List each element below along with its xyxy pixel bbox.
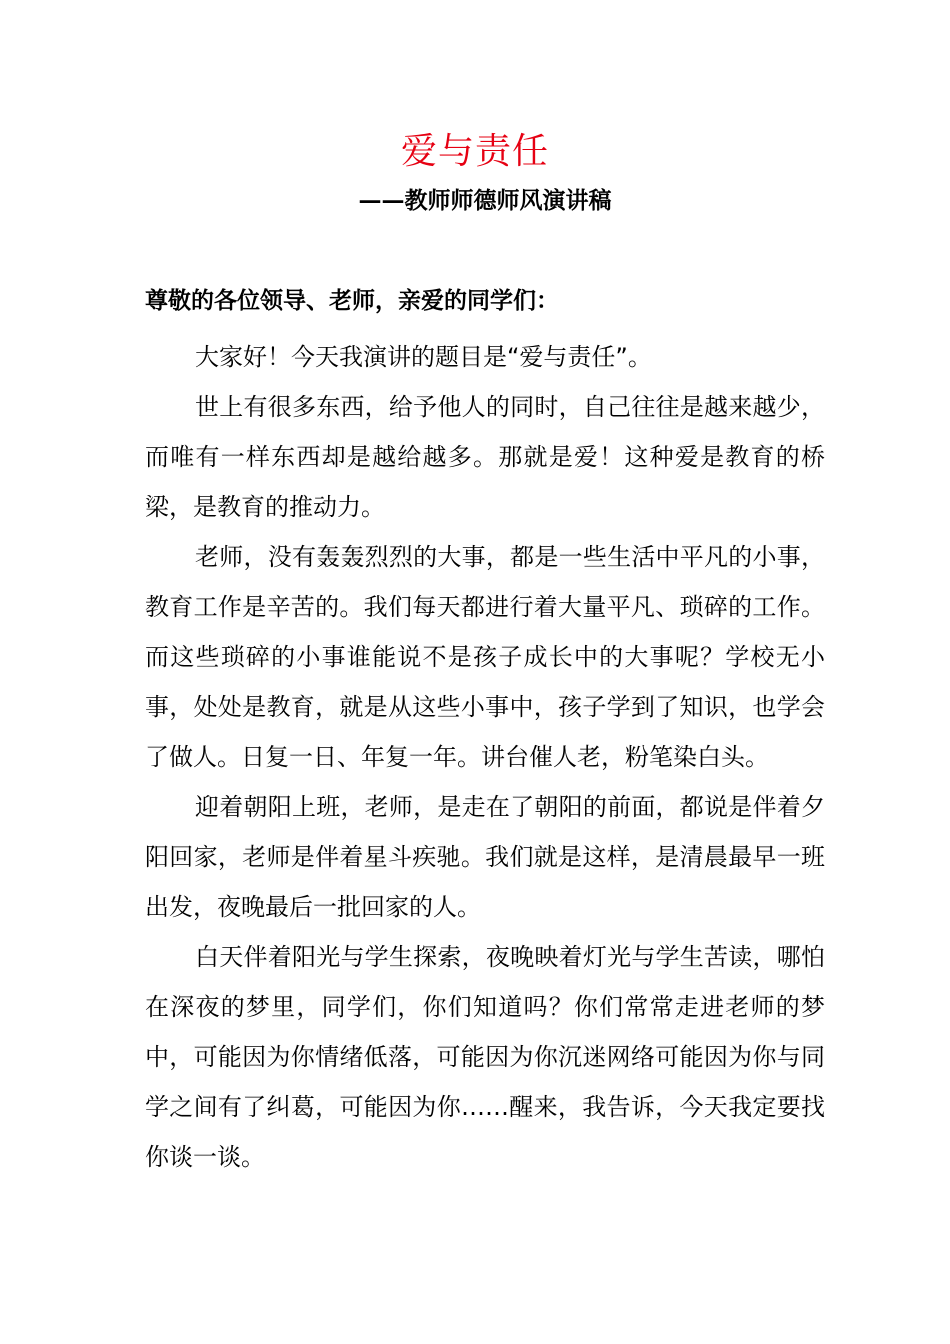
salutation: 尊敬的各位领导、老师，亲爱的同学们： [145, 288, 559, 314]
paragraph: 白天伴着阳光与学生探索，夜晚映着灯光与学生苦读，哪怕在深夜的梦里，同学们，你们知道吗？你们常常走进老师的梦中，可能因为你情绪低落，可能因为你沉迷网络可能因为你与同学之间有了纠葛，可能因为你……醒来，我告诉，今天我定要找你谈一谈。 [145, 943, 825, 1171]
speech-body [145, 332, 825, 1182]
page-title: 爱与责任 [400, 131, 549, 172]
page-subtitle: ——教师师德师风演讲稿 [358, 187, 612, 214]
paragraph: 迎着朝阳上班，老师，是走在了朝阳的前面，都说是伴着夕阳回家，老师是伴着星斗疾驰。我们就是这样，是清晨最早一班出发，夜晚最后一批回家的人。 [145, 793, 825, 921]
paragraph: 老师，没有轰轰烈烈的大事，都是一些生活中平凡的小事，教育工作是辛苦的。我们每天都进行着大量平凡、琐碎的工作。而这些琐碎的小事谁能说不是孩子成长中的大事呢？学校无小事，处处是教育，就是从这些小事中，孩子学到了知识，也学会了做人。日复一日、年复一年。讲台催人老，粉笔染白头。 [145, 543, 825, 771]
paragraph: 世上有很多东西，给予他人的同时，自己往往是越来越少，而唯有一样东西却是越给越多。那就是爱！这种爱是教育的桥梁，是教育的推动力。 [145, 393, 825, 521]
paragraph: 大家好！今天我演讲的题目是“爱与责任”。 [195, 343, 652, 371]
